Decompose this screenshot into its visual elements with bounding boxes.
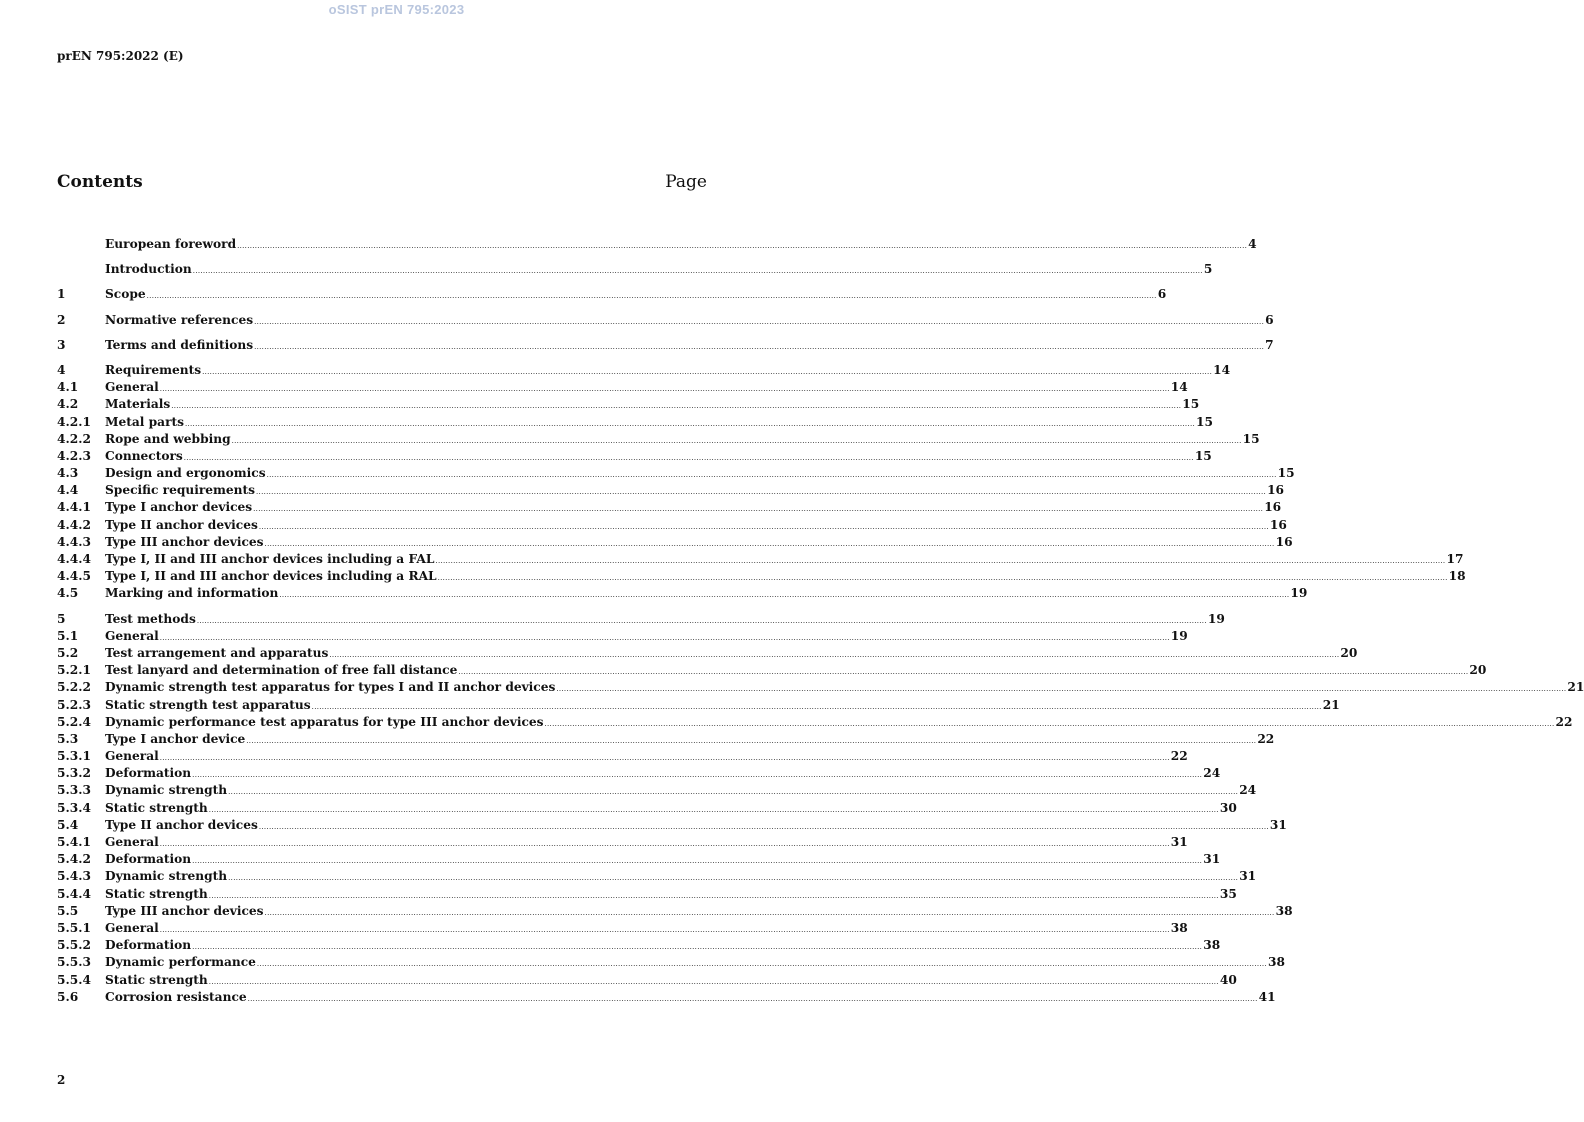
toc-entry-number: 4.4.2 [57,517,91,532]
toc-entry-number: 5.4.4 [57,886,91,901]
toc-entry-title: Specific requirements [105,483,256,498]
toc-dot-leader: ................................................................................................................................................................................................................................................................................................................................................................................................................ [329,650,1340,659]
toc-entry-page: 17 [1446,552,1464,566]
toc-dot-leader: ................................................................................................................................................................................................................................................................................................................................................................................................................ [437,574,1448,583]
toc-entry-number: 5.2.4 [57,714,91,729]
toc-entry-page: 41 [1258,989,1276,1004]
toc-entry-number: 4.5 [57,586,79,601]
toc-entry-page: 24 [1239,783,1257,798]
toc-entry[interactable] [57,286,1167,303]
toc-dot-leader: ................................................................................................................................................................................................................................................................................................................................................................................................................ [556,685,1567,694]
toc-entry-title: Marking and information [105,586,279,601]
toc-entry-title: Test methods [105,611,196,626]
toc-entry-title: General [105,380,159,395]
toc-entry[interactable] [57,431,1260,448]
toc-entry-number: 4.2.2 [57,431,91,446]
toc-dot-leader: ................................................................................................................................................................................................................................................................................................................................................................................................................ [192,857,1203,866]
toc-entry-page: 14 [1213,362,1231,377]
page-number: 2 [57,1073,66,1087]
toc-entry[interactable] [57,236,1257,253]
toc-entry[interactable] [57,628,1188,645]
toc-entry-title: Type III anchor devices [105,534,264,549]
toc-entry-page: 38 [1170,920,1188,935]
toc-entry-number: 5.3.2 [57,766,91,781]
toc-dot-leader: ................................................................................................................................................................................................................................................................................................................................................................................................................ [159,840,1170,848]
toc-entry-number: 4.3 [57,466,79,481]
toc-entry-page: 5 [1203,262,1213,277]
toc-entry-title: Type III anchor devices [105,903,264,918]
toc-entry-page: 16 [1269,517,1287,532]
contents-title: Contents [57,172,143,192]
toc-entry[interactable] [57,312,1274,329]
toc-entry-title: Scope [105,287,146,302]
toc-dot-leader: ................................................................................................................................................................................................................................................................................................................................................................................................................ [202,367,1213,376]
toc-entry-number: 2 [57,312,66,327]
toc-entry-title: Materials [105,397,171,412]
toc-dot-leader: ................................................................................................................................................................................................................................................................................................................................................................................................................ [311,702,1322,711]
toc-dot-leader: ................................................................................................................................................................................................................................................................................................................................................................................................................ [258,822,1269,831]
contents-header [57,172,707,192]
toc-entry-title: Test lanyard and determination of free fall distance [105,663,458,678]
toc-entry-number: 4.4.5 [57,569,91,584]
toc-entry-number: 5.4 [57,817,79,832]
toc-entry-page: 19 [1290,586,1308,601]
toc-entry-title: Dynamic strength [105,783,228,798]
toc-entry-title: Dynamic performance [105,955,256,970]
toc-entry-number: 5.3 [57,731,79,746]
toc-entry[interactable] [57,782,1257,799]
toc-dot-leader: ................................................................................................................................................................................................................................................................................................................................................................................................................ [231,436,1242,445]
toc-dot-leader: ................................................................................................................................................................................................................................................................................................................................................................................................................ [228,874,1239,883]
toc-entry[interactable] [57,851,1221,868]
toc-entry-page: 4 [1248,237,1257,251]
toc-entry-number: 5.2.2 [57,680,91,695]
toc-entry-page: 31 [1239,869,1257,884]
toc-entry[interactable] [57,362,1231,379]
toc-dot-leader: ................................................................................................................................................................................................................................................................................................................................................................................................................ [544,719,1555,728]
toc-entry-number: 5.5.1 [57,920,91,935]
toc-entry[interactable] [57,611,1225,628]
table-of-contents [57,236,1584,1006]
toc-entry-number: 5.5.2 [57,938,91,953]
toc-entry-title: General [105,628,159,643]
toc-entry[interactable] [57,989,1276,1006]
toc-dot-leader: ................................................................................................................................................................................................................................................................................................................................................................................................................ [146,292,1157,301]
toc-entry-page: 31 [1170,835,1188,849]
toc-dot-leader: ................................................................................................................................................................................................................................................................................................................................................................................................................ [253,505,1264,514]
toc-entry-number: 4.2 [57,397,79,412]
toc-dot-leader: ................................................................................................................................................................................................................................................................................................................................................................................................................ [264,539,1275,548]
toc-dot-leader: ................................................................................................................................................................................................................................................................................................................................................................................................................ [458,668,1469,677]
toc-entry-title: Type I anchor device [105,731,246,746]
toc-entry-page: 20 [1469,663,1487,678]
toc-entry-title: Type I, II and III anchor devices including a RAL [105,569,437,584]
toc-entry-title: General [105,835,159,849]
toc-entry[interactable] [57,379,1188,396]
toc-entry-title: Introduction [105,262,192,277]
toc-dot-leader: ................................................................................................................................................................................................................................................................................................................................................................................................................ [247,994,1258,1003]
toc-dot-leader: ................................................................................................................................................................................................................................................................................................................................................................................................................ [435,557,1446,565]
toc-dot-leader: ................................................................................................................................................................................................................................................................................................................................................................................................................ [228,788,1239,797]
toc-entry-title: Test arrangement and apparatus [105,645,329,660]
toc-dot-leader: ................................................................................................................................................................................................................................................................................................................................................................................................................ [171,402,1182,411]
toc-dot-leader: ................................................................................................................................................................................................................................................................................................................................................................................................................ [254,342,1265,351]
toc-entry-page: 40 [1219,972,1237,987]
toc-dot-leader: ................................................................................................................................................................................................................................................................................................................................................................................................................ [258,522,1269,531]
toc-entry-title: General [105,749,159,764]
toc-entry-page: 19 [1170,628,1188,643]
toc-entry-page: 6 [1265,312,1274,327]
toc-entry-page: 14 [1170,380,1188,395]
toc-dot-leader: ................................................................................................................................................................................................................................................................................................................................................................................................................ [159,754,1170,763]
toc-entry-title: European foreword [105,237,237,251]
toc-entry-title: Metal parts [105,414,184,429]
toc-dot-leader: ................................................................................................................................................................................................................................................................................................................................................................................................................ [184,419,1196,428]
toc-entry[interactable] [57,886,1237,903]
toc-dot-leader: ................................................................................................................................................................................................................................................................................................................................................................................................................ [208,977,1219,986]
toc-entry-page: 7 [1265,337,1274,352]
toc-dot-leader: ................................................................................................................................................................................................................................................................................................................................................................................................................ [196,616,1207,625]
toc-entry-number: 5.3.3 [57,783,91,798]
toc-entry-page: 16 [1267,483,1285,498]
toc-entry[interactable] [57,679,1584,696]
toc-entry-page: 16 [1275,534,1293,549]
toc-entry-page: 31 [1203,852,1221,867]
toc-entry-number: 5.6 [57,989,79,1004]
toc-entry-title: Connectors [105,448,183,463]
toc-entry-title: Type I anchor devices [105,500,253,515]
toc-entry-number: 5.5.4 [57,972,91,987]
toc-entry-page: 15 [1182,397,1200,412]
toc-entry[interactable] [57,551,1464,568]
toc-entry-page: 22 [1170,749,1188,764]
toc-entry-page: 24 [1203,766,1221,781]
toc-entry-number: 4 [57,362,66,377]
toc-entry[interactable] [57,396,1200,413]
watermark: oSIST prEN 795:2023 [328,2,465,17]
toc-entry[interactable] [57,972,1237,989]
toc-entry-title: Static strength [105,972,208,987]
toc-entry-title: Corrosion resistance [105,989,247,1004]
toc-dot-leader: ................................................................................................................................................................................................................................................................................................................................................................................................................ [266,471,1277,480]
toc-entry[interactable] [57,517,1287,534]
toc-entry[interactable] [57,414,1213,431]
toc-dot-leader: ................................................................................................................................................................................................................................................................................................................................................................................................................ [208,891,1219,900]
toc-entry-title: Design and ergonomics [105,466,266,481]
toc-entry[interactable] [57,482,1285,499]
toc-entry[interactable] [57,568,1466,585]
toc-entry-title: Dynamic performance test apparatus for type III anchor devices [105,714,544,729]
toc-entry[interactable] [57,337,1274,354]
toc-dot-leader: ................................................................................................................................................................................................................................................................................................................................................................................................................ [183,453,1194,462]
toc-entry[interactable] [57,954,1285,971]
toc-entry-title: Terms and definitions [105,337,254,352]
toc-dot-leader: ................................................................................................................................................................................................................................................................................................................................................................................................................ [279,591,1290,600]
toc-entry[interactable] [57,748,1188,765]
toc-entry-number: 4.4.4 [57,552,91,566]
toc-entry-page: 6 [1157,287,1167,302]
toc-entry[interactable] [57,534,1293,551]
toc-entry[interactable] [57,585,1308,602]
toc-entry-number: 1 [57,287,66,302]
toc-entry-number: 5.4.1 [57,835,91,849]
toc-entry-number: 4.4 [57,483,79,498]
toc-entry[interactable] [57,261,1213,278]
toc-dot-leader: ................................................................................................................................................................................................................................................................................................................................................................................................................ [256,960,1267,969]
toc-entry-page: 21 [1322,697,1340,712]
toc-entry-number: 5.5 [57,903,79,918]
toc-entry-page: 38 [1267,955,1285,970]
toc-entry[interactable] [57,697,1340,714]
toc-entry-page: 38 [1203,938,1221,953]
toc-entry-number: 5.2 [57,645,79,660]
toc-entry-page: 30 [1219,800,1237,815]
toc-entry-title: Requirements [105,362,202,377]
toc-entry-number: 4.2.1 [57,414,91,429]
toc-entry-page: 18 [1448,569,1466,584]
toc-entry-page: 35 [1219,886,1237,901]
toc-dot-leader: ................................................................................................................................................................................................................................................................................................................................................................................................................ [192,771,1203,780]
toc-entry-title: Dynamic strength [105,869,228,884]
toc-entry[interactable] [57,714,1573,731]
document-identifier: prEN 795:2022 (E) [57,49,184,63]
toc-dot-leader: ................................................................................................................................................................................................................................................................................................................................................................................................................ [159,385,1170,394]
toc-entry-title: Type I, II and III anchor devices including a FAL [105,552,435,566]
toc-entry-number: 5.1 [57,628,79,643]
toc-entry-page: 15 [1277,466,1295,481]
toc-entry[interactable] [57,817,1287,834]
toc-dot-leader: ................................................................................................................................................................................................................................................................................................................................................................................................................ [264,908,1275,917]
toc-dot-leader: ................................................................................................................................................................................................................................................................................................................................................................................................................ [192,943,1203,952]
toc-dot-leader: ................................................................................................................................................................................................................................................................................................................................................................................................................ [192,267,1203,276]
toc-entry[interactable] [57,868,1257,885]
toc-entry[interactable] [57,834,1188,851]
toc-dot-leader: ................................................................................................................................................................................................................................................................................................................................................................................................................ [254,317,1265,326]
toc-entry-number: 5.4.3 [57,869,91,884]
toc-entry-title: Deformation [105,938,192,953]
toc-dot-leader: ................................................................................................................................................................................................................................................................................................................................................................................................................ [256,488,1267,497]
toc-entry-page: 15 [1196,414,1213,429]
toc-dot-leader: ................................................................................................................................................................................................................................................................................................................................................................................................................ [159,633,1170,642]
toc-entry-number: 4.1 [57,380,79,395]
toc-entry-number: 5.5.3 [57,955,91,970]
toc-entry[interactable] [57,937,1221,954]
toc-entry-page: 22 [1257,731,1275,746]
toc-entry-title: Type II anchor devices [105,817,258,832]
toc-entry-page: 38 [1275,903,1293,918]
toc-entry-page: 22 [1555,714,1573,729]
toc-entry-page: 15 [1194,448,1212,463]
toc-entry-number: 5.4.2 [57,852,91,867]
toc-entry[interactable] [57,499,1282,516]
toc-entry-title: Deformation [105,766,192,781]
toc-entry-number: 5 [57,611,66,626]
toc-dot-leader: ................................................................................................................................................................................................................................................................................................................................................................................................................ [208,805,1219,814]
toc-entry-title: Static strength [105,800,208,815]
toc-entry[interactable] [57,800,1237,817]
toc-entry-title: Type II anchor devices [105,517,258,532]
toc-entry[interactable] [57,765,1221,782]
toc-dot-leader: ................................................................................................................................................................................................................................................................................................................................................................................................................ [159,925,1170,934]
toc-entry-number: 4.4.3 [57,534,91,549]
toc-entry-page: 20 [1340,645,1358,660]
toc-entry-page: 16 [1264,500,1282,515]
toc-entry-number: 5.3.1 [57,749,91,764]
toc-entry[interactable] [57,903,1293,920]
toc-entry-title: Rope and webbing [105,431,231,446]
toc-entry-page: 31 [1269,817,1287,832]
toc-entry-title: Deformation [105,852,192,867]
toc-entry[interactable] [57,645,1358,662]
toc-entry-number: 4.4.1 [57,500,91,515]
toc-entry[interactable] [57,920,1188,937]
toc-entry-page: 15 [1242,431,1260,446]
toc-dot-leader: ................................................................................................................................................................................................................................................................................................................................................................................................................ [246,736,1257,745]
toc-entry-number: 3 [57,337,66,352]
toc-entry-title: General [105,920,159,935]
toc-entry-title: Dynamic strength test apparatus for types I and II anchor devices [105,680,556,695]
toc-entry-title: Normative references [105,312,254,327]
toc-entry[interactable] [57,662,1487,679]
toc-entry[interactable] [57,465,1295,482]
page-column-label: Page [665,172,707,192]
toc-entry-title: Static strength test apparatus [105,697,311,712]
toc-entry-title: Static strength [105,886,208,901]
toc-entry-number: 4.2.3 [57,448,91,463]
toc-entry-number: 5.2.1 [57,663,91,678]
toc-dot-leader: ................................................................................................................................................................................................................................................................................................................................................................................................................ [237,242,1248,250]
toc-entry[interactable] [57,731,1275,748]
toc-entry[interactable] [57,448,1212,465]
toc-entry-number: 5.3.4 [57,800,91,815]
toc-entry-page: 19 [1207,611,1225,626]
toc-entry-page: 21 [1567,680,1584,695]
toc-entry-number: 5.2.3 [57,697,91,712]
